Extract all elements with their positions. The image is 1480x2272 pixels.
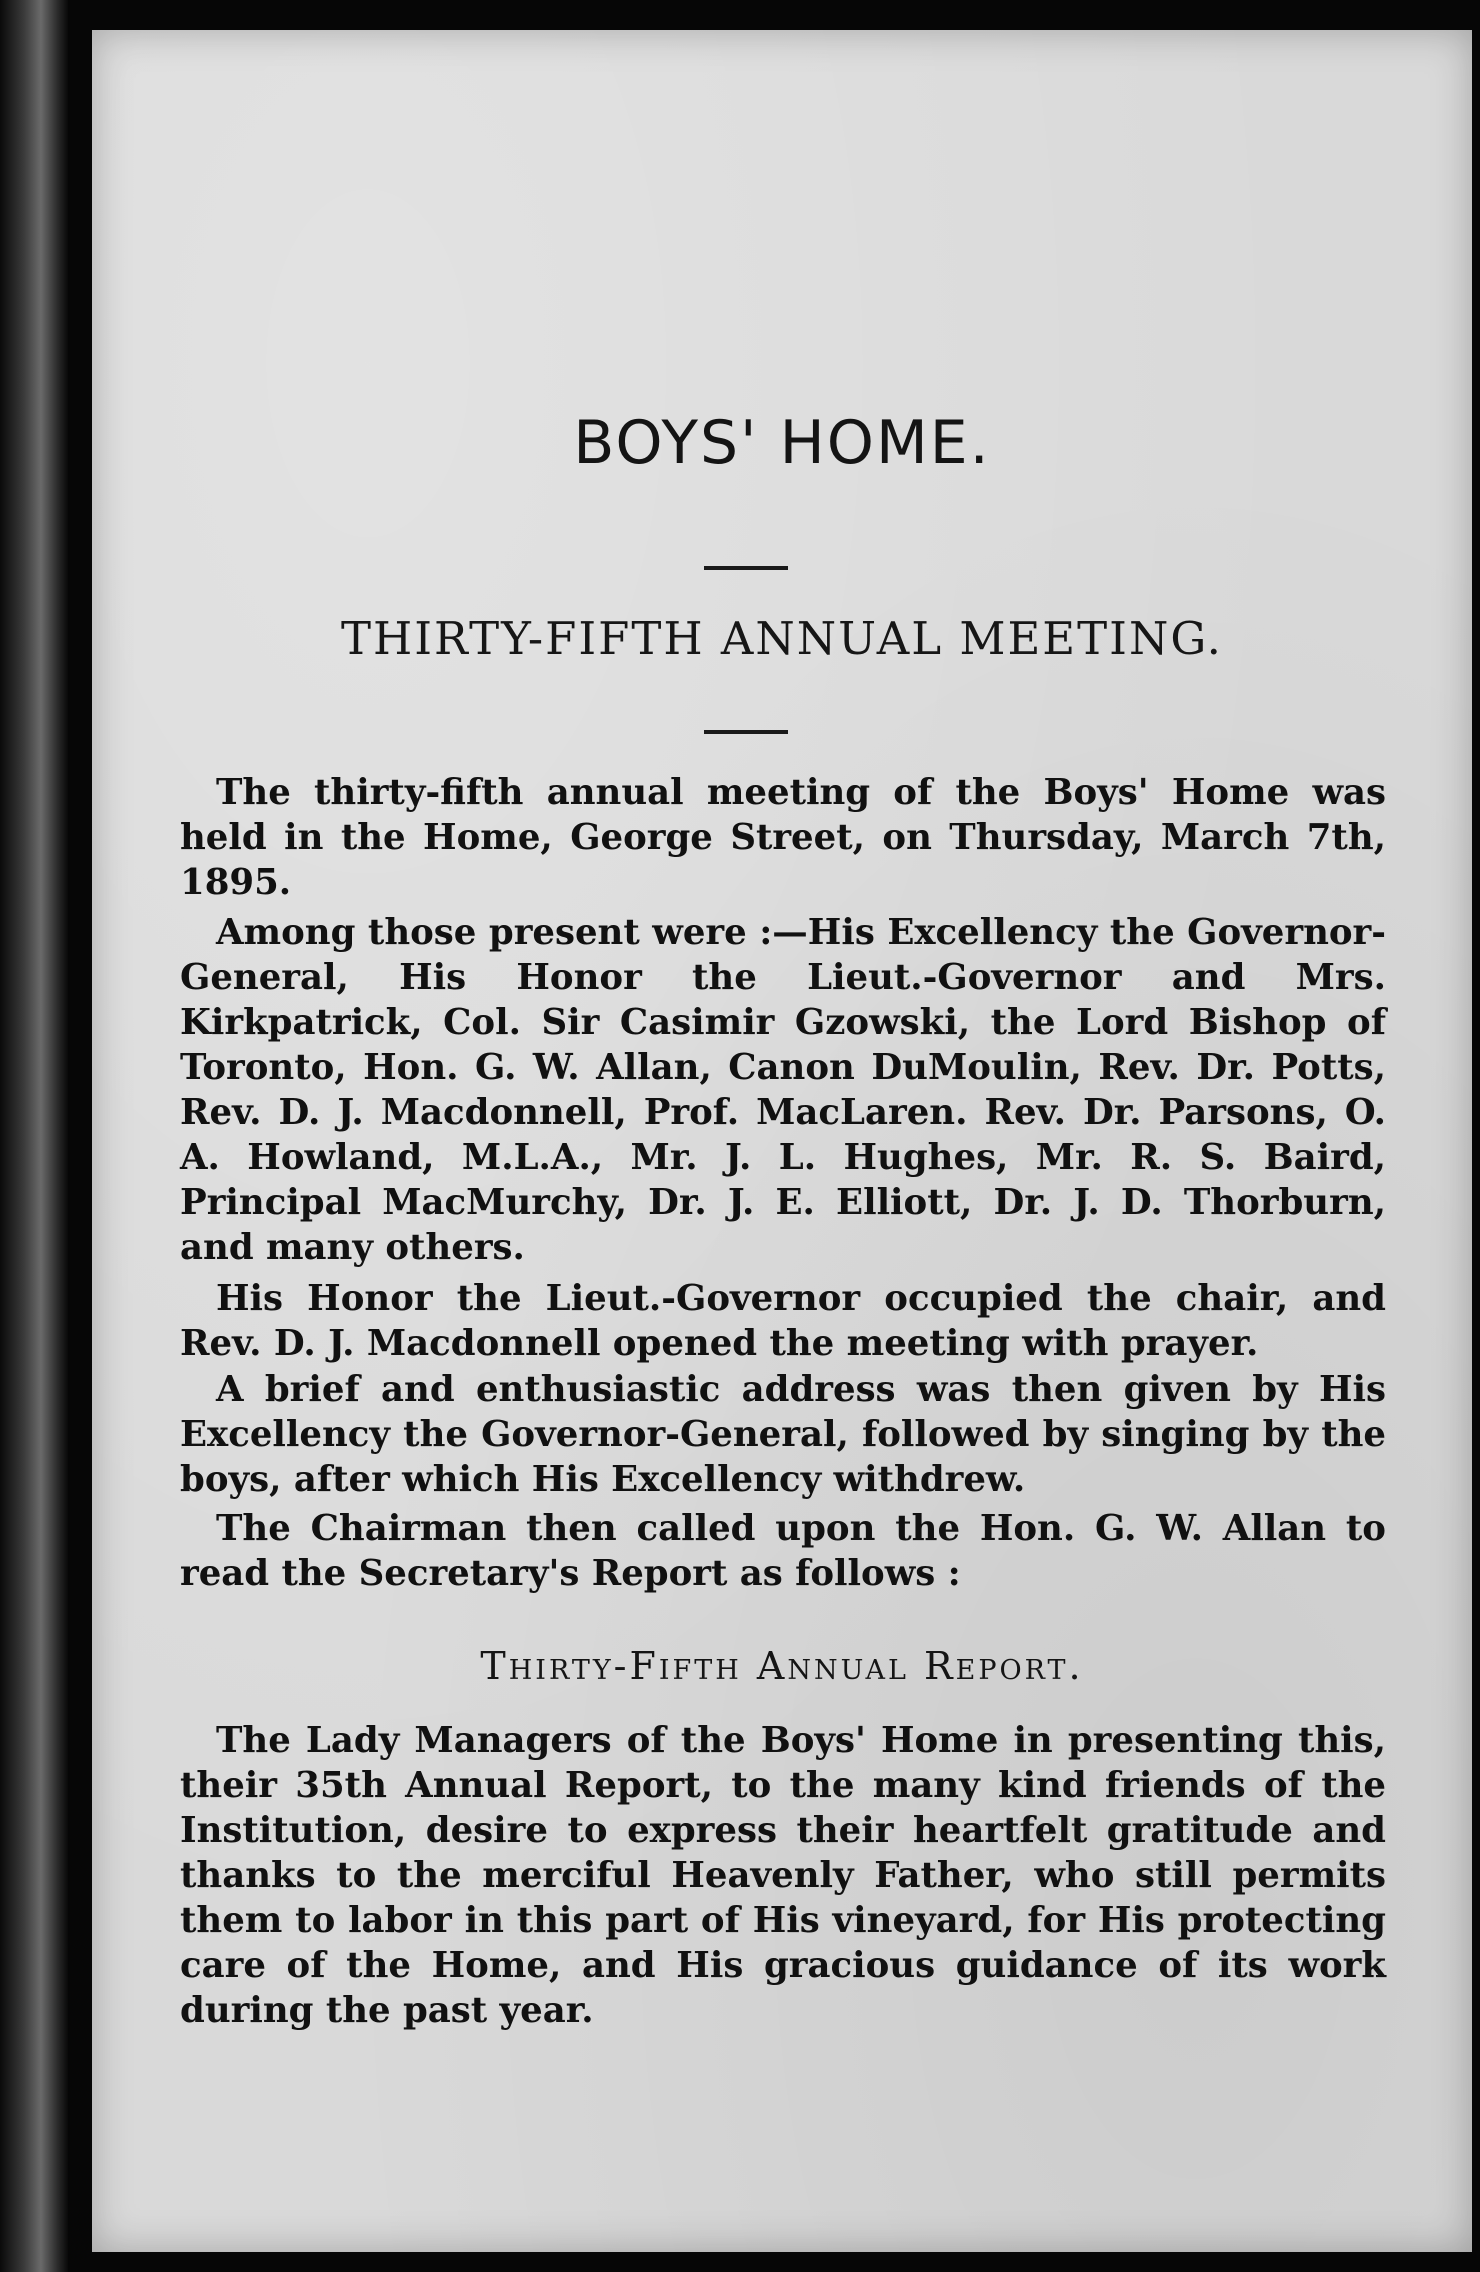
title-divider — [704, 566, 788, 570]
report-heading: Thirty-Fifth Annual Report. — [480, 1644, 1084, 1688]
page-title: BOYS' HOME. — [573, 408, 991, 478]
paragraph-attendees: Among those present were :—His Excellency the Governor-General, His Honor the Lieut.-Governor and Mrs. Kirkpatrick, Col. Sir Casimir Gzowski, the Lord Bishop of Toronto, Hon. G. W. Allan, Canon DuMoulin, Rev. Dr. Potts, Rev. D. J. Macdonnell, Prof. MacLaren. Rev. Dr. Parsons, O. A. Howland, M.L.A., Mr. J. L. Hughes, Mr. R. S. Baird, Principal MacMurchy, Dr. J. E. Elliott, Dr. J. D. Thorburn, and many others. — [180, 912, 1386, 1268]
book-spine-edge — [0, 0, 68, 2272]
paragraph-address: A brief and enthusiastic address was then given by His Excellency the Governor-General, followed by singing by the boys, after which His Excellency withdrew. — [180, 1369, 1386, 1500]
scanned-page — [92, 30, 1472, 2252]
page-subtitle: THIRTY-FIFTH ANNUAL MEETING. — [341, 612, 1223, 665]
subtitle-divider — [704, 730, 788, 734]
paragraph-report-body: The Lady Managers of the Boys' Home in presenting this, their 35th Annual Report, to the many kind friends of the Institution, desire to express their heartfelt gratitude and thanks to the merciful Heavenly Father, who still permits them to labor in this part of His vineyard, for His protecting care of the Home, and His gracious guidance of its work during the past year. — [180, 1720, 1386, 2031]
paragraph-meeting-date: The thirty-fifth annual meeting of the Boys' Home was held in the Home, George Street, on Thursday, March 7th, 1895. — [180, 772, 1386, 903]
paragraph-chair: His Honor the Lieut.-Governor occupied the chair, and Rev. D. J. Macdonnell opened the meeting with prayer. — [180, 1278, 1386, 1364]
paragraph-report-call: The Chairman then called upon the Hon. G. W. Allan to read the Secretary's Report as follows : — [180, 1508, 1386, 1594]
